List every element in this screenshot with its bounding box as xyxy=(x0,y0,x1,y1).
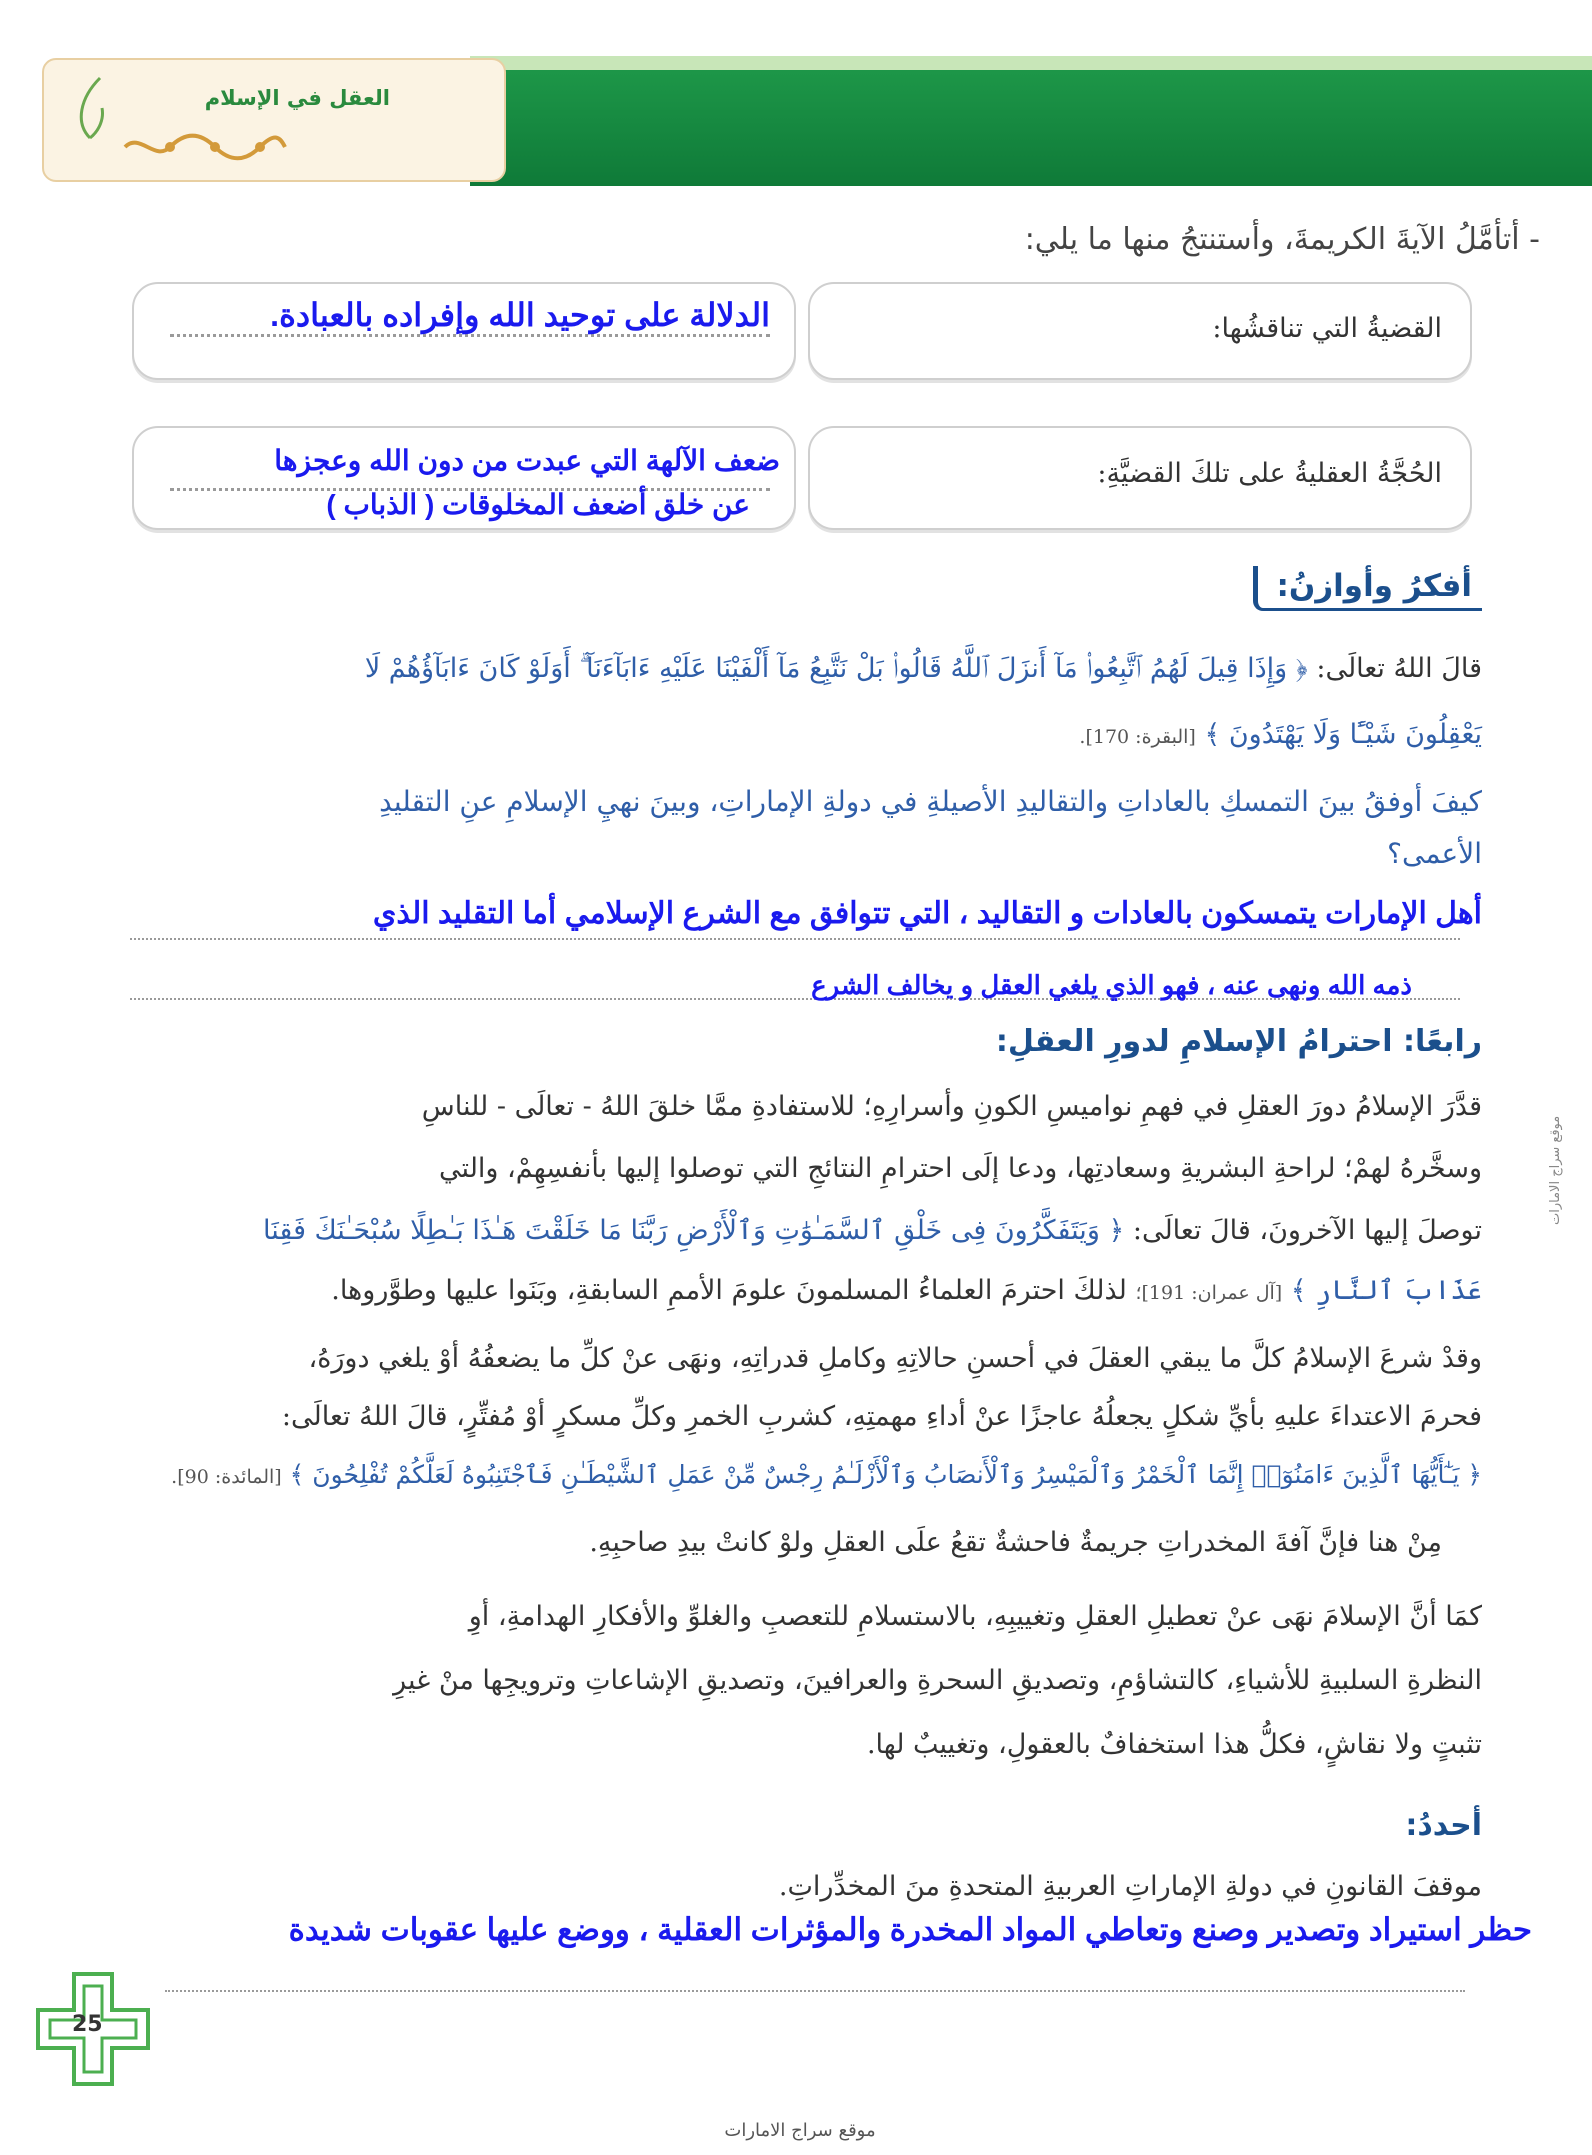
section4-p1-line3 xyxy=(112,1202,1482,1260)
argument-answer-line1[interactable]: ضعف الآلهة التي عبدت من دون الله وعجزها xyxy=(274,445,780,476)
verse-text: ﴿ وَيَتَفَكَّرُونَ فِى خَلْقِ ٱلسَّمَـٰوَٰتِ وَٱلْأَرْضِ رَبَّنَا مَا خَلَقْتَ هَـٰذَا بَـٰطِلًا سُبْحَـٰنَكَ فَقِنَا xyxy=(263,1215,1125,1246)
think-verse-line1 xyxy=(122,640,1482,698)
footer-text: موقع سراج الامارات xyxy=(724,2120,876,2141)
think-answer-line2[interactable]: ذمه الله ونهى عنه ، فهو الذي يلغي العقل و يخالف الشرع xyxy=(811,970,1412,1000)
calligraphy-mark-icon xyxy=(60,68,120,148)
think-question-line2: الأعمى؟ xyxy=(1387,837,1482,870)
section4-p4-line2: النظرةِ السلبيةِ للأشياءِ، كالتشاؤمِ، وتصديقِ السحرةِ والعرافينَ، وتصديقِ الإشاعاتِ وترويجِها منْ غيرِ xyxy=(393,1665,1482,1696)
issue-answer[interactable]: الدلالة على توحيد الله وإفراده بالعبادة. xyxy=(270,297,770,333)
define-answer[interactable]: حظر استيراد وتصدير وصنع وتعاطي المواد المخدرة والمؤثرات العقلية ، ووضع عليها عقوبات شديدة xyxy=(288,1912,1532,1947)
header-band xyxy=(470,56,1592,186)
define-question: موقفَ القانونِ في دولةِ الإماراتِ العربيةِ المتحدةِ منَ المخدِّراتِ. xyxy=(778,1871,1482,1902)
section4-p2-line1: وقدْ شرعَ الإسلامُ كلَّ ما يبقي العقلَ في أحسنِ حالاتِهِ وكاملِ قدراتِهِ، ونهَى عنْ كلِّ ما يضعفُهُ أوْ يلغي دورَهُ، xyxy=(308,1343,1482,1374)
section4-p2-verse-line xyxy=(112,1446,1482,1506)
think-verse-line2 xyxy=(122,706,1482,766)
verse-text: ﴿ يَـٰٓأَيُّهَا ٱلَّذِينَ ءَامَنُوٓا۟ إِنَّمَا ٱلْخَمْرُ وَٱلْمَيْسِرُ وَٱلْأَنصَابُ وَٱلْأَزْلَـٰمُ رِجْسٌ مِّنْ عَمَلِ ٱلشَّيْطَـٰنِ فَٱجْتَنِبُوهُ لَعَلَّكُمْ تُفْلِحُونَ ﴾ xyxy=(289,1460,1482,1489)
answer-dotted-line xyxy=(130,934,1460,940)
answer-dotted-line xyxy=(165,1986,1465,1992)
section4-p1-line1: قدَّرَ الإسلامُ دورَ العقلِ في فهمِ نواميسِ الكونِ وأسرارِهِ؛ للاستفادةِ ممَّا خلقَ اللهُ - تعالَى - للناسِ xyxy=(421,1091,1482,1122)
argument-label: الحُجَّةُ العقليةُ على تلكَ القضيَّةِ: xyxy=(1097,458,1442,489)
section4-heading: رابعًا: احترامُ الإسلامِ لدورِ العقلِ: xyxy=(995,1024,1482,1059)
header-title: العقل في الإسلام xyxy=(204,86,390,110)
paragraph-text: لذلكَ احترمَ العلماءُ المسلمونَ علومَ الأممِ السابقةِ، وبَنَوا عليها وطوَّروها. xyxy=(331,1275,1127,1306)
verse-reference: [المائدة: 90]. xyxy=(171,1466,282,1488)
section4-p1-line4 xyxy=(112,1262,1482,1322)
header-stripe xyxy=(470,56,1592,70)
section4-p4-line1: كمَا أنَّ الإسلامَ نهَى عنْ تعطيلِ العقلِ وتغييبِهِ، بالاستسلامِ للتعصبِ والغلوِّ والأفكارِ الهدامةِ، أوِ xyxy=(468,1601,1482,1632)
think-heading: أفكرُ وأوازنُ: xyxy=(1253,566,1482,611)
think-answer-line1[interactable]: أهل الإمارات يتمسكون بالعادات و التقاليد ، التي تتوافق مع الشرع الإسلامي أما التقليد الذي xyxy=(372,897,1482,930)
section4-p4-line3: تثبتٍ ولا نقاشٍ، فكلُّ هذا استخفافٌ بالعقولِ، وتغييبٌ لها. xyxy=(866,1729,1482,1760)
issue-label: القضيةُ التي تناقشُها: xyxy=(1212,313,1442,344)
define-heading: أحددُ: xyxy=(1405,1808,1482,1843)
think-question-line1: كيفَ أوفقُ بينَ التمسكِ بالعاداتِ والتقاليدِ الأصيلةِ في دولةِ الإماراتِ، وبينَ نهيِ الإسلامِ عنِ التقليدِ xyxy=(379,785,1482,818)
prompt-text: - أتأمَّلُ الآيةَ الكريمةَ، وأستنتجُ منها ما يلي: xyxy=(1024,222,1540,257)
verse-reference: [آل عمران: 191]؛ xyxy=(1135,1282,1283,1304)
verse-text: يَعْقِلُونَ شَيْـًٔا وَلَا يَهْتَدُونَ ﴾ xyxy=(1204,719,1482,750)
verse-text: عَذَابَ ٱلنَّارِ ﴾ xyxy=(1290,1275,1482,1306)
page-number: 25 xyxy=(72,2012,103,2037)
verse-text: ﴿ وَإِذَا قِيلَ لَهُمُ ٱتَّبِعُوا۟ مَآ أَنزَلَ ٱللَّهُ قَالُوا۟ بَلْ نَتَّبِعُ مَآ أَلْفَيْنَا عَلَيْهِ ءَابَآءَنَآ ۗ أَوَلَوْ كَانَ ءَابَآؤُهُمْ لَا xyxy=(364,653,1308,684)
side-watermark: موقع سراج الامارات xyxy=(1548,1115,1563,1225)
section4-p3: مِنْ هنا فإنَّ آفةَ المخدراتِ جريمةٌ فاحشةٌ تقعُ علَى العقلِ ولوْ كانتْ بيدِ صاحبِهِ. xyxy=(589,1527,1442,1558)
verse-intro: قالَ اللهُ تعالَى: xyxy=(1316,653,1482,684)
paragraph-text: توصلَ إليها الآخرونَ، قالَ تعالَى: xyxy=(1132,1215,1482,1246)
argument-answer-line2[interactable]: عن خلق أضعف المخلوقات ( الذباب ) xyxy=(326,489,750,520)
section4-p1-line2: وسخَّرهُ لهمْ؛ لراحةِ البشريةِ وسعادتِها، ودعا إلَى احترامِ النتائجِ التي توصلوا إليها بأنفسِهِمْ، والتي xyxy=(439,1153,1482,1184)
section4-p2-line2: فحرمَ الاعتداءَ عليهِ بأيِّ شكلٍ يجعلُهُ عاجزًا عنْ أداءِ مهمتِهِ، كشربِ الخمرِ وكلِّ مسكرٍ أوْ مُفتِّرٍ، قالَ اللهُ تعالَى: xyxy=(281,1401,1482,1432)
ornament-icon xyxy=(120,132,290,162)
verse-reference: [البقرة: 170]. xyxy=(1079,726,1196,748)
